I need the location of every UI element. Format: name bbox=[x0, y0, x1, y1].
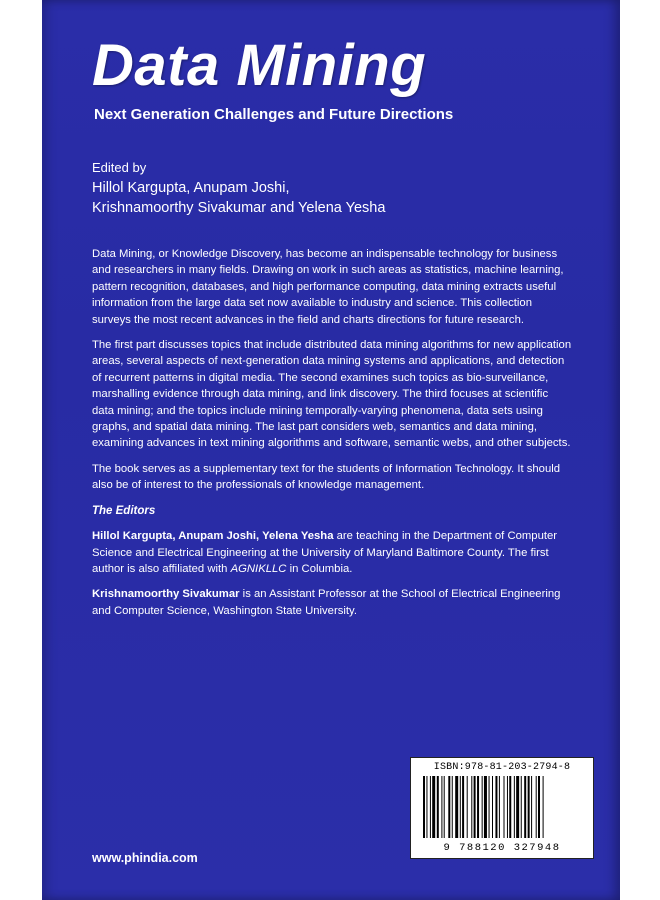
barcode-bar bbox=[474, 776, 476, 838]
barcode-panel bbox=[410, 757, 594, 859]
barcode-bar bbox=[531, 776, 532, 838]
barcode-bar bbox=[538, 776, 540, 838]
barcode-bar bbox=[477, 776, 479, 838]
barcode-bar bbox=[492, 776, 493, 838]
barcode-bar bbox=[426, 776, 427, 838]
editor-bio-1 bbox=[92, 528, 572, 577]
barcode-bar bbox=[507, 776, 508, 838]
barcode-bar bbox=[499, 776, 500, 838]
editors-line-1: Hillol Kargupta, Anupam Joshi, bbox=[92, 180, 290, 196]
barcode-bar bbox=[528, 776, 530, 838]
barcode-bar bbox=[504, 776, 505, 838]
edited-by-label: Edited by bbox=[92, 160, 147, 175]
barcode-bar bbox=[432, 776, 435, 838]
barcode-bar bbox=[516, 776, 519, 838]
book-back-cover bbox=[42, 0, 620, 900]
barcode-bar bbox=[543, 776, 544, 838]
barcode-bar bbox=[444, 776, 445, 838]
barcode-bar bbox=[536, 776, 537, 838]
edited-by-block bbox=[92, 158, 562, 218]
barcode-bar bbox=[467, 776, 468, 838]
barcode-bar bbox=[423, 776, 425, 838]
bio-1-text-a: are teaching in the Department of Computer Science and Electrical Engineering at the University of Maryland Baltimore County. The first author is also affiliated with bbox=[92, 530, 558, 575]
barcode-digits: 9 788120 327948 bbox=[443, 842, 561, 854]
barcode-bar bbox=[455, 776, 458, 838]
barcode-bar bbox=[430, 776, 431, 838]
barcode-bar bbox=[448, 776, 450, 838]
barcode-bar bbox=[489, 776, 490, 838]
blurb bbox=[92, 246, 572, 628]
bio-1-company: AGNIKLLC bbox=[230, 562, 287, 575]
editor-bio-2 bbox=[92, 586, 572, 619]
barcode-bar bbox=[495, 776, 497, 838]
barcode-bar bbox=[437, 776, 439, 838]
editors-heading: The Editors bbox=[92, 504, 156, 517]
bio-1-text-b: in Columbia. bbox=[286, 562, 353, 575]
barcode-bar bbox=[471, 776, 472, 838]
blurb-paragraph-1: Data Mining, or Knowledge Discovery, has become an indispensable technology for business and researchers in many fields. Drawing on work in such areas as statistics, machine learning, pattern recognition, databases, and high performance computing, data mining extracts useful information from the large data set now available to industry and science. This collection surveys the most recent advances in the field and charts directions for future research. bbox=[92, 248, 564, 326]
barcode-bar bbox=[462, 776, 464, 838]
barcode-bar bbox=[460, 776, 461, 838]
barcode-bar bbox=[524, 776, 526, 838]
bio-1-names: Hillol Kargupta, Anupam Joshi, Yelena Yesha bbox=[92, 530, 334, 543]
barcode-bar bbox=[452, 776, 453, 838]
publisher-website: www.phindia.com bbox=[92, 851, 198, 865]
blurb-paragraph-3: The book serves as a supplementary text for the students of Information Technology. It should also be of interest to the professionals of knowledge management. bbox=[92, 462, 561, 492]
isbn-label: ISBN:978-81-203-2794-8 bbox=[433, 762, 571, 773]
book-subtitle: Next Generation Challenges and Future Directions bbox=[94, 106, 454, 123]
barcode-bar bbox=[482, 776, 483, 838]
editors-line-2: Krishnamoorthy Sivakumar and Yelena Yesha bbox=[92, 200, 386, 216]
barcode-bar bbox=[514, 776, 515, 838]
blurb-paragraph-2: The first part discusses topics that include distributed data mining algorithms for new application areas, several aspects of next-generation data mining systems and applications, and detection of recurrent patterns in digital media. The second examines such topics as bio-surveillance, marshalling evidence through data mining, and link discovery. The third focuses at scientific data mining; and the topics include mining temporally-varying phenomena, data sets using graphs, and spatial data mining. The last part considers web, semantics and data mining, examining advances in text mining algorithms and software, semantic webs, and other subjects. bbox=[92, 339, 572, 450]
barcode-icon bbox=[421, 776, 583, 838]
barcode-bar bbox=[441, 776, 442, 838]
barcode-bar bbox=[521, 776, 522, 838]
book-title: Data Mining bbox=[92, 33, 427, 98]
bio-2-name: Krishnamoorthy Sivakumar bbox=[92, 588, 240, 601]
barcode-bar bbox=[484, 776, 487, 838]
barcode-bar bbox=[509, 776, 511, 838]
bio-2-text: is an Assistant Professor at the School of Electrical Engineering and Computer Science, Washington State University. bbox=[92, 588, 561, 617]
